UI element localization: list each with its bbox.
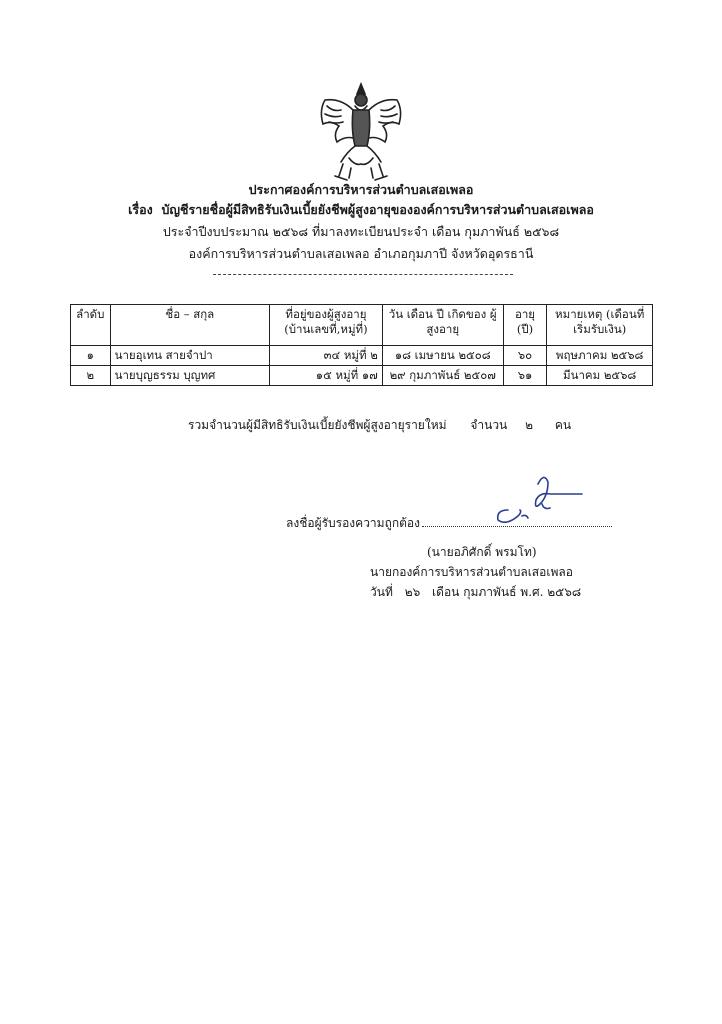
fiscal-year-line: ประจำปีงบประมาณ ๒๕๖๘ ที่มาลงทะเบียนประจำ เดือน กุมภาพันธ์ ๒๕๖๘ bbox=[162, 224, 560, 239]
cell-remark: มีนาคม ๒๕๖๘ bbox=[547, 366, 653, 386]
year-label: พ.ศ. bbox=[520, 585, 544, 599]
summary-unit: คน bbox=[554, 418, 572, 432]
date-month: กุมภาพันธ์ bbox=[463, 585, 517, 599]
cell-name: นายบุญธรรม บุญทศ bbox=[110, 366, 269, 386]
summary-text: รวมจำนวนผู้มีสิทธิรับเงินเบี้ยยังชีพผู้สูงอายุรายใหม่ bbox=[188, 418, 447, 432]
cell-age: ๖๑ bbox=[503, 366, 547, 386]
col-header-address: ที่อยู่ของผู้สูงอายุ (บ้านเลขที่,หมู่ที่) bbox=[270, 305, 383, 346]
col-header-age: อายุ (ปี) bbox=[503, 305, 547, 346]
summary-count-label: จำนวน bbox=[470, 418, 508, 432]
sign-date bbox=[370, 583, 581, 602]
cell-order: ๒ bbox=[71, 366, 111, 386]
col-header-name: ชื่อ – สกุล bbox=[110, 305, 269, 346]
cell-remark: พฤษภาคม ๒๕๖๘ bbox=[547, 346, 653, 366]
cell-address: ๑๕ หมู่ที่ ๑๗ bbox=[270, 366, 383, 386]
garuda-emblem-icon bbox=[311, 80, 411, 182]
date-year: ๒๕๖๘ bbox=[547, 585, 582, 599]
summary-count: ๒ bbox=[525, 418, 534, 432]
cell-order: ๑ bbox=[71, 346, 111, 366]
signature-dotted-line bbox=[422, 526, 612, 527]
separator-dashed-line bbox=[213, 274, 513, 275]
col-header-remark: หมายเหตุ (เดือนที่เริ่มรับเงิน) bbox=[547, 305, 653, 346]
subject-text: บัญชีรายชื่อผู้มีสิทธิรับเงินเบี้ยยังชีพผู้สูงอายุขององค์การบริหารส่วนตำบลเสอเพลอ bbox=[161, 202, 594, 217]
month-label: เดือน bbox=[432, 585, 460, 599]
col-header-order: ลำดับ bbox=[71, 305, 111, 346]
signer-position: นายกองค์การบริหารส่วนตำบลเสอเพลอ bbox=[370, 565, 573, 579]
cell-birthdate: ๒๙ กุมภาพันธ์ ๒๕๐๗ bbox=[382, 366, 503, 386]
announcement-title: ประกาศองค์การบริหารส่วนตำบลเสอเพลอ bbox=[248, 182, 474, 197]
certify-label: ลงชื่อผู้รับรองความถูกต้อง bbox=[286, 516, 420, 530]
table-row bbox=[71, 366, 653, 386]
table-row bbox=[71, 346, 653, 366]
cell-birthdate: ๑๘ เมษายน ๒๕๐๘ bbox=[382, 346, 503, 366]
cell-age: ๖๐ bbox=[503, 346, 547, 366]
location-line: องค์การบริหารส่วนตำบลเสอเพลอ อำเภอกุมภาปี จังหวัดอุดรธานี bbox=[188, 246, 534, 261]
cell-name: นายอุเทน สายจำปา bbox=[110, 346, 269, 366]
certify-row bbox=[286, 514, 612, 533]
table-header-row bbox=[71, 305, 653, 346]
beneficiary-table bbox=[70, 304, 653, 386]
date-day: ๒๖ bbox=[404, 585, 421, 599]
col-header-birthdate: วัน เดือน ปี เกิดของ ผู้สูงอายุ bbox=[382, 305, 503, 346]
subject-line bbox=[0, 202, 722, 218]
cell-address: ๓๔ หมู่ที่ ๒ bbox=[270, 346, 383, 366]
date-label: วันที่ bbox=[370, 585, 393, 599]
subject-label: เรื่อง bbox=[128, 202, 153, 217]
summary-line bbox=[188, 416, 571, 435]
signer-name: (นายอภิศักดิ์ พรมโท) bbox=[427, 545, 537, 559]
